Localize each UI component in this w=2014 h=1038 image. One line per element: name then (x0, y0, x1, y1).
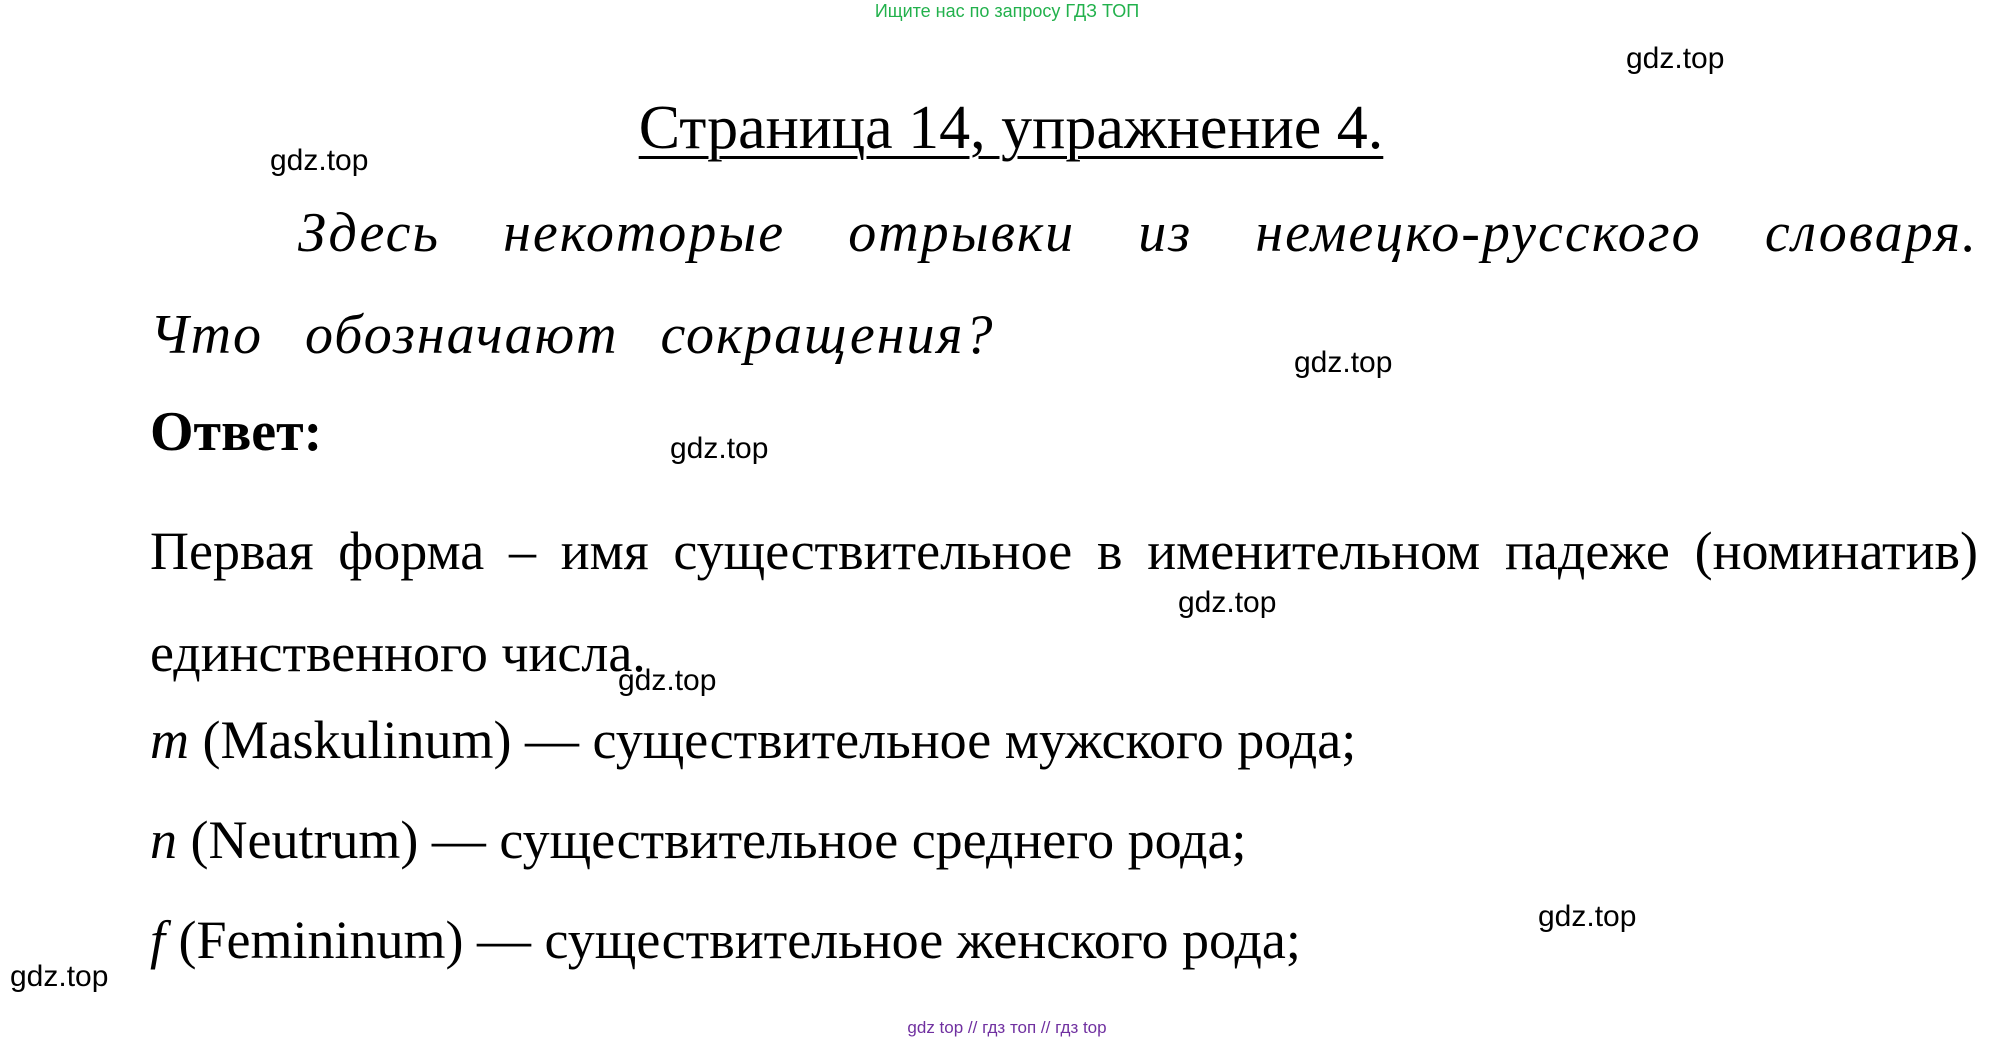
answer-heading: Ответ: (150, 401, 323, 463)
exercise-question (150, 182, 1978, 386)
abbreviation: n (150, 810, 177, 870)
top-banner: Ищите нас по запросу ГДЗ ТОП (874, 1, 1140, 21)
abbreviation: f (150, 910, 166, 970)
abbreviation-text: (Neutrum) — существительное среднего рода; (177, 810, 1247, 870)
abbreviation-text: (Maskulinum) — существительное мужского рода; (189, 710, 1357, 770)
page-title: Страница 14, упражнение 4. (638, 94, 1384, 162)
footer-links: gdz top // гдз топ // гдз top (907, 1018, 1107, 1037)
watermark: gdz.top (270, 144, 369, 177)
abbreviation-line-neuter (150, 808, 1246, 872)
abbreviation-line-masculine (150, 708, 1356, 772)
abbreviation: m (150, 710, 189, 770)
watermark: gdz.top (618, 664, 717, 697)
watermark: gdz.top (1294, 346, 1393, 379)
watermark: gdz.top (1626, 42, 1725, 75)
answer-paragraph: Первая форма – имя существительное в именительном падеже (номинатив) единственного числа. (150, 521, 1978, 683)
abbreviation-text: (Femininum) — существительное женского рода; (165, 910, 1301, 970)
abbreviation-line-feminine (150, 908, 1301, 972)
watermark: gdz.top (1538, 900, 1637, 933)
question-line-2: обозначают сокращения? (305, 304, 995, 366)
question-line-1: Здесь некоторые отрывки из немецко-русского словаря. Что (150, 202, 1978, 366)
watermark: gdz.top (1178, 586, 1277, 619)
watermark: gdz.top (670, 432, 769, 465)
watermark: gdz.top (10, 960, 109, 993)
